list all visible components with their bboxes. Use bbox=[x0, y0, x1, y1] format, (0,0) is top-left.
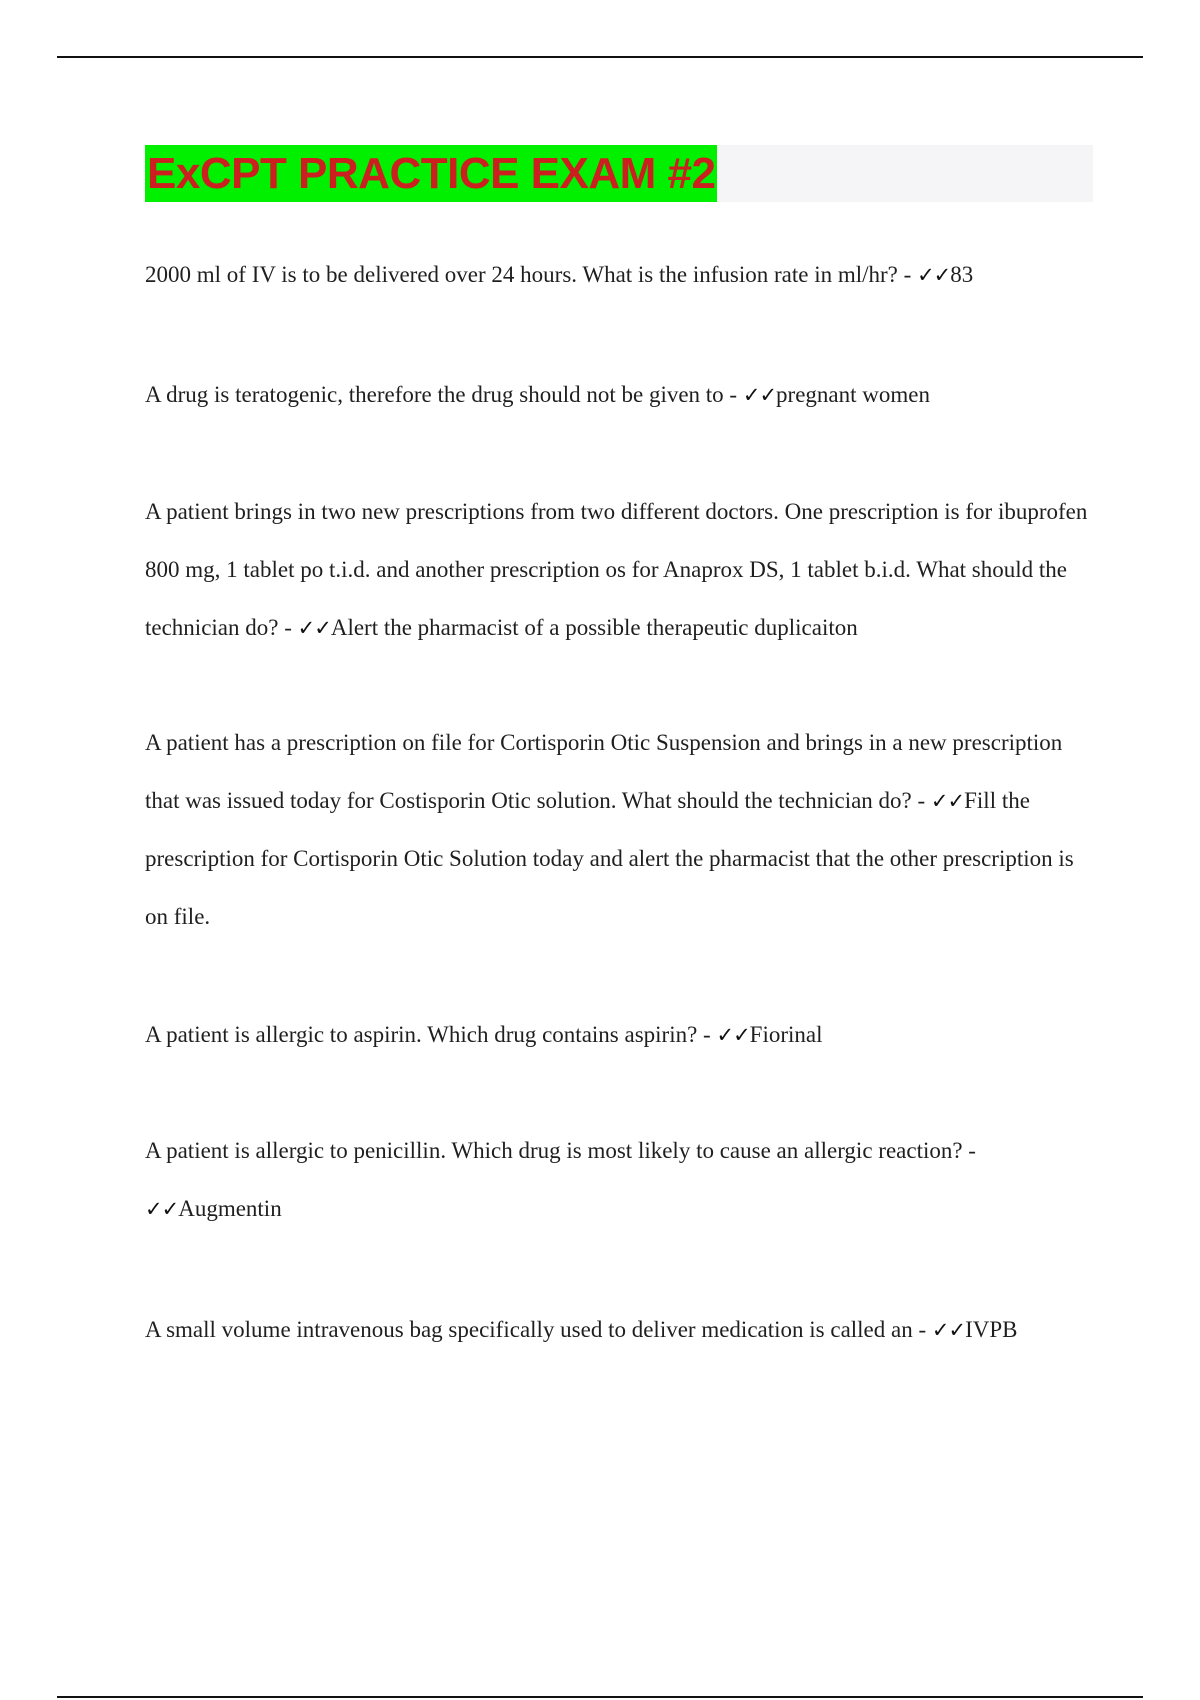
qa-item-5 bbox=[145, 1006, 1095, 1064]
answer-text: 83 bbox=[950, 262, 974, 287]
question-text: A patient has a prescription on file for Cortisporin Otic Suspension and brings in a new prescription that was issued today for Costisporin Otic solution. What should the technician do? - bbox=[145, 730, 1063, 813]
double-check-icon: ✓✓ bbox=[297, 616, 331, 640]
qa-item-4 bbox=[145, 714, 1095, 946]
qa-item-2 bbox=[145, 366, 1095, 424]
answer-text: IVPB bbox=[965, 1317, 1018, 1342]
qa-item-1 bbox=[145, 246, 1095, 304]
answer-text: pregnant women bbox=[776, 382, 930, 407]
page-title: ExCPT PRACTICE EXAM #2 bbox=[145, 145, 717, 202]
answer-text: Augmentin bbox=[178, 1196, 282, 1221]
double-check-icon: ✓✓ bbox=[145, 1197, 179, 1221]
double-check-icon: ✓✓ bbox=[931, 1318, 966, 1342]
qa-item-7 bbox=[145, 1301, 1095, 1359]
question-text: A patient is allergic to penicillin. Which drug is most likely to cause an allergic reaction? - bbox=[145, 1138, 976, 1163]
double-check-icon: ✓✓ bbox=[716, 1023, 750, 1047]
double-check-icon: ✓✓ bbox=[742, 383, 777, 407]
qa-item-6 bbox=[145, 1122, 1095, 1238]
bottom-rule bbox=[57, 1696, 1143, 1698]
double-check-icon: ✓✓ bbox=[917, 263, 951, 287]
question-text: A drug is teratogenic, therefore the drug should not be given to - bbox=[145, 382, 743, 407]
double-check-icon: ✓✓ bbox=[930, 789, 965, 813]
answer-text: Alert the pharmacist of a possible therapeutic duplicaiton bbox=[330, 615, 858, 640]
question-text: A patient is allergic to aspirin. Which drug contains aspirin? - bbox=[145, 1022, 717, 1047]
top-rule bbox=[57, 56, 1143, 58]
question-text: A small volume intravenous bag specifically used to deliver medication is called an - bbox=[145, 1317, 932, 1342]
answer-text: Fill the prescription for Cortisporin Otic Solution today and alert the pharmacist that the other prescription is on file. bbox=[145, 788, 1074, 929]
question-text: 2000 ml of IV is to be delivered over 24 hours. What is the infusion rate in ml/hr? - bbox=[145, 262, 918, 287]
qa-item-3 bbox=[145, 483, 1095, 657]
question-text: A patient brings in two new prescriptions from two different doctors. One prescription is for ibuprofen 800 mg, 1 tablet po t.i.d. and another prescription os for Anaprox DS, 1 tablet b.i.d. What should the technician do? - bbox=[145, 499, 1088, 640]
answer-text: Fiorinal bbox=[749, 1022, 823, 1047]
